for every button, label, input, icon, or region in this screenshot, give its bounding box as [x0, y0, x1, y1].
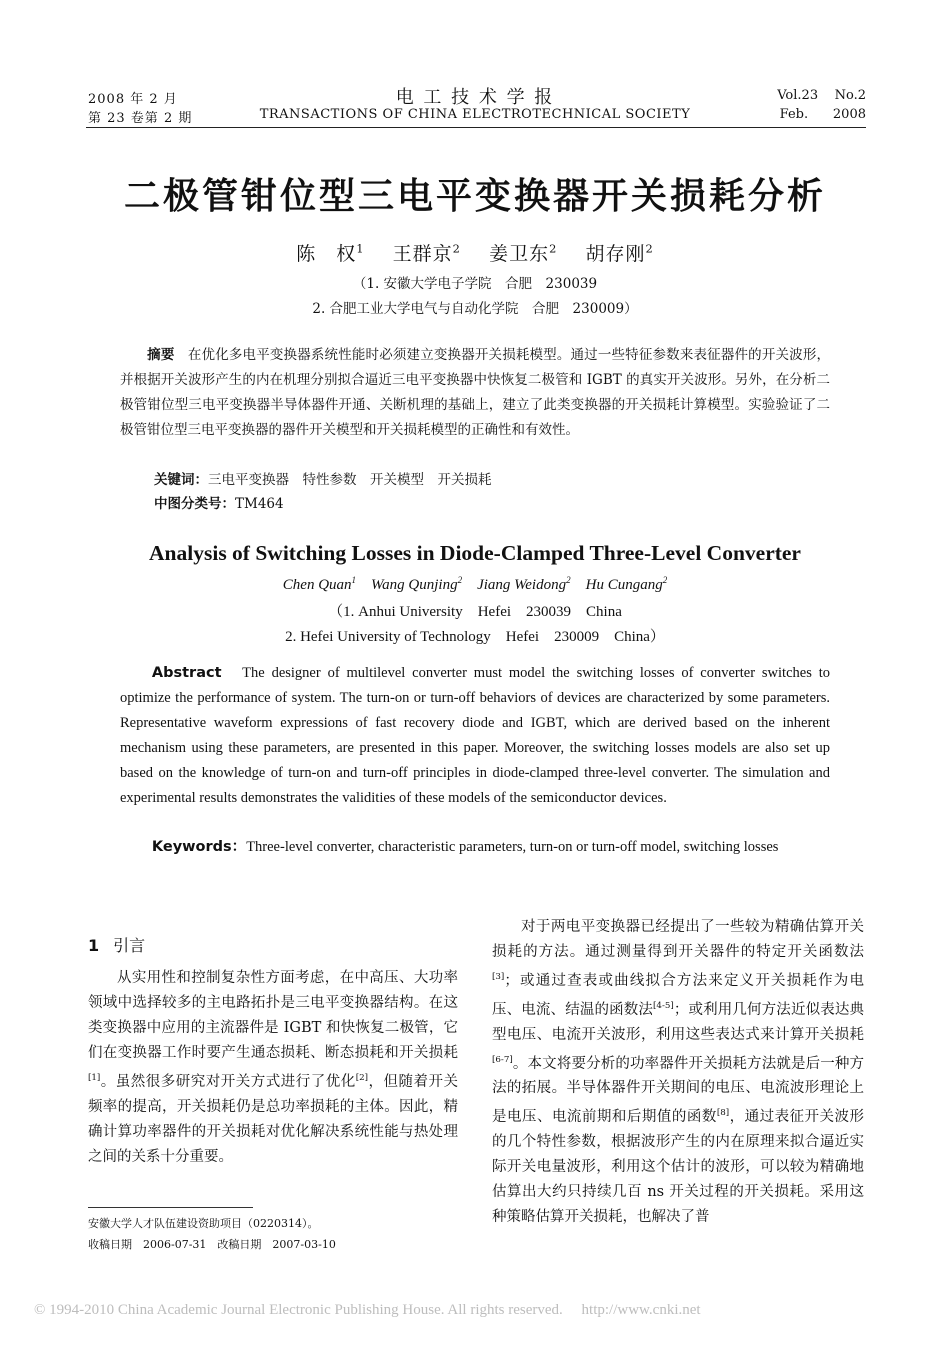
intro-paragraph-left: 从实用性和控制复杂性方面考虑，在中高压、大功率领域中选择较多的主电路拓扑是三电平变换器结构。在这类变换器中应用的主流器件是 IGBT 和快恢复二极管，它们在变换器工作时要产生通态损耗、断态损耗和开关损耗[1]。虽然很多研究对开关方式进行了优化[2]，但随着开关频率的提高，开关损耗仍是总功率损耗的主体。因此，精确计算功率器件的开关损耗对优化解决系统性能与热处理之间的关系十分重要。 — [88, 970, 458, 1165]
footnote-rule — [88, 1207, 253, 1208]
vol-number: Vol.23 No.2 — [777, 88, 866, 103]
issue-date: 2008 年 2 月 — [88, 92, 178, 107]
abstract-en-label: Abstract — [151, 665, 222, 681]
footnote-funding: 安徽大学人才队伍建设资助项目（0220314）。 — [88, 1217, 319, 1230]
header-rule — [86, 127, 866, 128]
paper-title-cn: 二极管钳位型三电平变换器开关损耗分析 — [123, 176, 826, 217]
authors-en — [0, 575, 950, 594]
author-cn: 姜卫东$^2$ — [489, 241, 558, 265]
section-heading: 1 引言 — [88, 936, 146, 955]
affiliation-cn-1: （1. 安徽大学电子学院 合肥 230039 — [352, 276, 598, 292]
footnote-dates: 收稿日期 2006-07-31 改稿日期 2007-03-10 — [88, 1238, 336, 1251]
journal-name-en: TRANSACTIONS OF CHINA ELECTROTECHNICAL SOCIETY — [259, 107, 691, 122]
author-en: Hu Cungang$^2$ — [585, 575, 668, 593]
journal-name-cn: 电 工 技 术 学 报 — [395, 87, 555, 108]
keywords-en: Keywords：Three-level converter, characteristic parameters, turn-on or turn-off model, switching losses — [151, 839, 779, 855]
abstract-en: Abstract The designer of multilevel converter must model the switching losses of converter switches to optimize the performance of system. The turn-on or turn-off behaviors of devices are characterized by some parameters. Representative waveform expressions of fast recovery diode and IGBT, which are derived based on the inherent mechanism using these parameters, are presented in this paper. Moreover, the switching losses models are also set up based on the knowledge of turn-on and turn-off principles in diode-clamped three-level converter. The simulation and experimental results demonstrates the validities of these models of the semiconductor devices. — [120, 665, 830, 806]
author-cn: 陈 权$^1$ — [296, 241, 365, 265]
author-en: Wang Qunjing$^2$ — [371, 575, 463, 593]
copyright-notice: © 1994-2010 China Academic Journal Electronic Publishing House. All rights reserved. http://www.cnki.net — [34, 1302, 701, 1318]
paper-title-en: Analysis of Switching Losses in Diode-Clamped Three-Level Converter — [149, 541, 801, 565]
author-en: Chen Quan$^1$ — [282, 575, 357, 593]
affiliation-en-1: （1. Anhui University Hefei 230039 China — [328, 604, 622, 620]
abstract-cn-label: 摘要 — [147, 347, 175, 363]
affiliation-en-2: 2. Hefei University of Technology Hefei 230009 China） — [285, 629, 665, 645]
classification-cn: 中图分类号：TM464 — [154, 496, 284, 512]
issue-volume: 第 23 卷第 2 期 — [88, 111, 193, 126]
keywords-cn: 关键词：三电平变换器 特性参数 开关模型 开关损耗 — [154, 472, 492, 488]
affiliation-cn-2: 2. 合肥工业大学电气与自动化学院 合肥 230009） — [312, 301, 638, 317]
author-cn: 王群京$^2$ — [392, 241, 461, 265]
intro-paragraph-right: 对于两电平变换器已经提出了一些较为精确估算开关损耗的方法。通过测量得到开关器件的特定开关函数法[3]；或通过查表或曲线拟合方法来定义开关损耗作为电压、电流、结温的函数法[4-5]；或利用几何方法近似表达典型电压、电流开关波形，利用这些表达式来计算开关损耗[6-7]。本文将要分析的功率器件开关损耗方法就是后一种方法的拓展。半导体器件开关期间的电压、电流波形理论上是电压、电流前期和后期值的函数[8]，通过表征开关波形的几个特性参数，根据波形产生的内在原理来拟合逼近实际开关电量波形，利用这个估计的波形，可以较为精确地估算出大约只持续几百 ns 开关过程的开关损耗。采用这种策略估算开关损耗，也解决了普 — [492, 919, 865, 1226]
author-cn: 胡存刚$^2$ — [585, 241, 654, 265]
author-en: Jiang Weidong$^2$ — [477, 575, 571, 593]
abstract-cn: 摘要 在优化多电平变换器系统性能时必须建立变换器开关损耗模型。通过一些特征参数来表征器件的开关波形，并根据开关波形产生的内在机理分别拟合逼近三电平变换器中快恢复二极管和 IGBT 的真实开关波形。另外，在分析二极管钳位型三电平变换器半导体器件开通、关断机理的基础上，建立了此类变换器的开关损耗计算模型。实验验证了二极管钳位型三电平变换器的器件开关模型和开关损耗模型的正确性和有效性。 — [120, 347, 831, 438]
month-year: Feb. 2008 — [779, 107, 866, 122]
authors-cn — [0, 239, 950, 266]
